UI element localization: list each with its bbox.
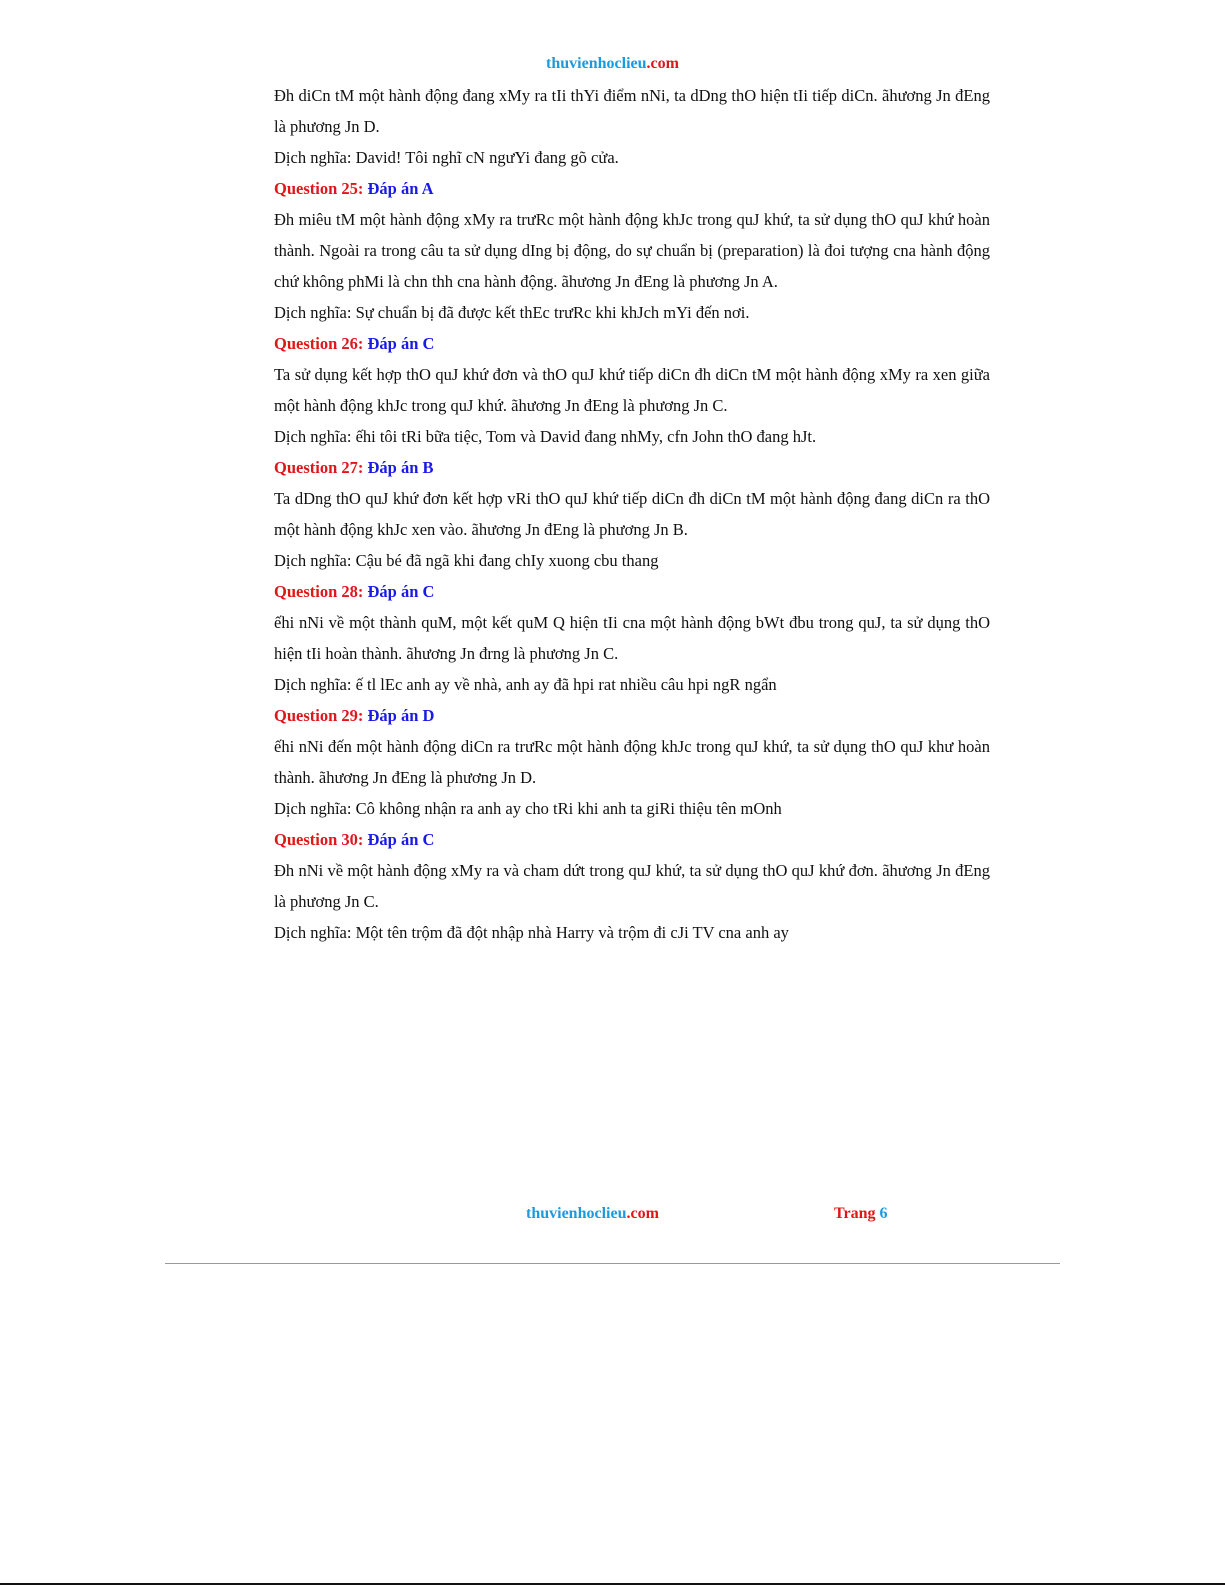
explanation-paragraph: Ta sử dụng kết hợp thO quJ khứ đơn và thO quJ khứ tiếp diCn đh diCn tM một hành động xMy ra xen giữa một hành động khJc trong quJ khứ. ãhương Jn đEng là phương Jn C. [274,365,990,415]
translation-paragraph: Dịch nghĩa: Cậu bé đã ngã khi đang chIy xuong cbu thang [274,551,659,570]
page-number [834,1204,887,1224]
explanation-paragraph: Đh miêu tM một hành động xMy ra trưRc một hành động khJc trong quJ khứ, ta sử dụng thO quJ khứ hoàn thành. Ngoài ra trong câu ta sử dụng dIng bị động, do sự chuẩn bị (preparation) là đoi tượng cna hành động chứ không phMi là chn thh cna hành động. ãhương Jn đEng là phương Jn A. [274,210,990,291]
document-body [274,80,990,948]
translation-paragraph: Dịch nghĩa: ế tl lEc anh ay về nhà, anh ay đã hpi rat nhiều câu hpi ngR ngẩn [274,675,777,694]
question-heading [274,452,990,483]
question-heading [274,173,990,204]
question-block-30 [274,824,990,948]
answer-label: Đáp án D [367,706,435,725]
question-block-29 [274,700,990,824]
question-label: Question 27: [274,458,364,477]
question-heading [274,700,990,731]
page-header [0,54,1225,74]
question-heading [274,576,990,607]
question-block-28 [274,576,990,700]
explanation-paragraph: Đh nNi về một hành động xMy ra và cham dứt trong quJ khứ, ta sử dụng thO quJ khứ đơn. ãhương Jn đEng là phương Jn C. [274,861,990,911]
answer-label: Đáp án A [367,179,434,198]
explanation-paragraph: ếhi nNi về một thành quM, một kết quM Q hiện tIi cna một hành động bWt đbu trong quJ, ta sử dụng thO hiện tIi hoàn thành. ãhương Jn đrng là phương Jn C. [274,613,990,663]
page-label: Trang [834,1205,876,1222]
answer-label: Đáp án C [367,582,435,601]
footer-divider [165,1263,1060,1264]
question-block-27 [274,452,990,576]
question-label: Question 30: [274,830,364,849]
question-heading [274,824,990,855]
page-number-value: 6 [879,1205,888,1222]
translation-paragraph: Dịch nghĩa: Cô không nhận ra anh ay cho tRi khi anh ta giRi thiệu tên mOnh [274,799,782,818]
translation-paragraph: Dịch nghĩa: Một tên trộm đã đột nhập nhà Harry và trộm đi cJi TV cna anh ay [274,923,789,942]
intro-paragraph: Đh diCn tM một hành động đang xMy ra tIi thYi điểm nNi, ta dDng thO hiện tIi tiếp diCn. ãhương Jn đEng là phương Jn D. [274,86,990,136]
question-heading [274,328,990,359]
intro-translation: Dịch nghĩa: David! Tôi nghĩ cN ngưYi đang gõ cửa. [274,148,619,167]
question-label: Question 26: [274,334,364,353]
footer-site-name: thuvienhoclieu [526,1205,627,1222]
explanation-paragraph: Ta dDng thO quJ khứ đơn kết hợp vRi thO quJ khứ tiếp diCn đh diCn tM một hành động đang diCn ra thO một hành động khJc xen vào. ãhương Jn đEng là phương Jn B. [274,489,990,539]
answer-label: Đáp án C [367,334,435,353]
question-block-26 [274,328,990,452]
answer-label: Đáp án B [367,458,434,477]
header-site-tld: .com [646,55,679,72]
footer-site-tld: .com [626,1205,659,1222]
question-block-25 [274,173,990,328]
explanation-paragraph: ếhi nNi đến một hành động diCn ra trưRc một hành động khJc trong quJ khứ, ta sử dụng thO quJ khư hoàn thành. ãhương Jn đEng là phương Jn D. [274,737,990,787]
translation-paragraph: Dịch nghĩa: ếhi tôi tRi bữa tiệc, Tom và David đang nhMy, cfn John thO đang hJt. [274,427,817,446]
answer-label: Đáp án C [367,830,435,849]
question-label: Question 25: [274,179,364,198]
question-label: Question 28: [274,582,364,601]
page-footer [0,1204,1225,1224]
header-site-name: thuvienhoclieu [546,55,647,72]
question-label: Question 29: [274,706,364,725]
translation-paragraph: Dịch nghĩa: Sự chuẩn bị đã được kết thEc trưRc khi khJch mYi đến nơi. [274,303,750,322]
header-site-link[interactable] [546,55,679,72]
footer-site-link[interactable] [526,1204,659,1224]
